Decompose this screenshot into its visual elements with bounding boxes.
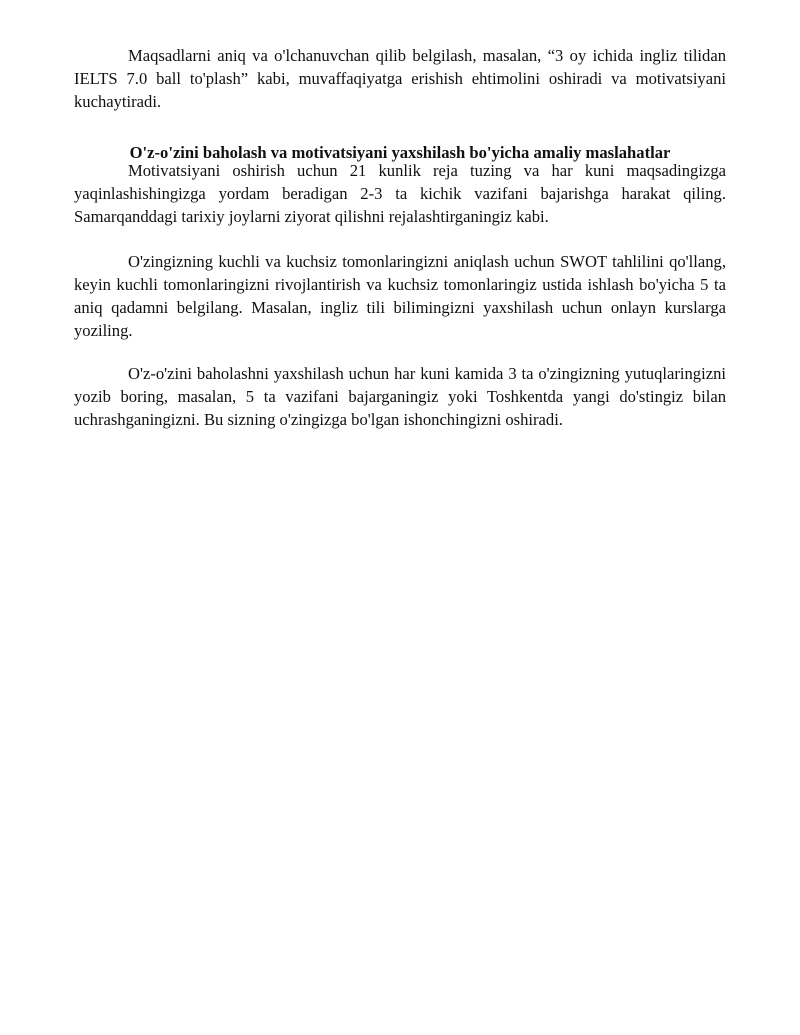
paragraph-self-assessment: O'z-o'zini baholashni yaxshilash uchun har kuni kamida 3 ta o'zingizning yutuqlaringizni yozib boring, masalan, 5 ta vazifani bajarganingiz yoki Toshkentda yangi do'stingiz bilan uchrashganingizni. Bu sizning o'zingizga bo'lgan ishonchingizni oshiradi.: [74, 364, 726, 429]
paragraph-goals: Maqsadlarni aniq va o'lchanuvchan qilib belgilash, masalan, “3 oy ichida ingliz tilidan IELTS 7.0 ball to'plash” kabi, muvaffaqiyatga erishish ehtimolini oshiradi va motivatsiyani kuchaytiradi.: [74, 46, 726, 111]
section-heading: O'z-o'zini baholash va motivatsiyani yaxshilash bo'yicha amaliy maslahatlar: [129, 143, 671, 162]
paragraph-21-day-plan: Motivatsiyani oshirish uchun 21 kunlik reja tuzing va har kuni maqsadingizga yaqinlashishingizga yordam beradigan 2-3 ta kichik vazifani bajarishga harakat qiling. Samarqanddagi tarixiy joylarni ziyorat qilishni rejalashtirganingiz kabi.: [74, 161, 726, 226]
paragraph-swot: O'zingizning kuchli va kuchsiz tomonlaringizni aniqlash uchun SWOT tahlilini qo'llang, keyin kuchli tomonlaringizni rivojlantirish va kuchsiz tomonlaringiz ustida ishlash bo'yicha 5 ta aniq qadamni belgilang. Masalan, ingliz tili bilimingizni yaxshilash uchun onlayn kurslarga yoziling.: [74, 252, 726, 340]
